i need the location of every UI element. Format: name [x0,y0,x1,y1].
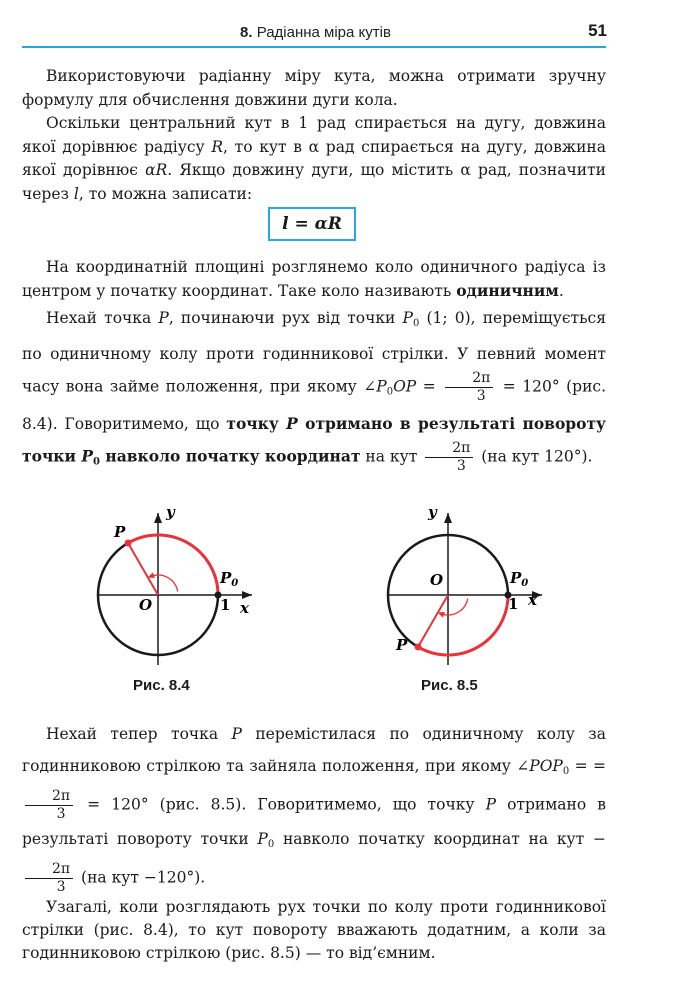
subscript: 0 [267,839,275,850]
point-P [415,643,422,650]
minus-sign: − [593,830,606,848]
text-span: , то кут в α рад спирається на дугу, довжина якої дорівнює [22,137,606,179]
text-block-unit-circle [22,256,606,477]
label-P0-sub: 0 [231,578,239,589]
subscript: 0 [386,386,394,398]
radius-OP [418,595,448,647]
fraction-denominator: 3 [456,457,466,474]
fraction-numerator: 2π [445,370,493,388]
var-P0: P [257,830,268,848]
text-span: , починаючи рух від точки [168,309,403,327]
label-O: O [139,596,153,614]
fraction-numerator: 2π [425,440,473,458]
label-P0-main: P [220,569,232,587]
label-x: x [528,591,537,609]
label-O: O [430,571,444,589]
text-span: , то можна записати: [78,184,253,203]
text-span: перемістилася по одиничному колу за годинниковою стрілкою та зайняла положення, при якому [22,725,606,775]
text-span: навколо початку координат на кут [274,830,593,848]
fraction-2pi-3 [425,440,473,475]
fraction-2pi-3 [25,861,73,896]
formula-box [268,207,356,241]
angle-expr: ∠POP [516,757,563,775]
paragraph-5 [22,718,606,896]
equals-value: = 120° [496,377,560,396]
fraction-2pi-3 [445,370,493,405]
label-y: y [166,503,175,521]
paragraph-1: Використовуючи радіанну міру кута, можна отримати зручну формулу для обчислення довжини дуги кола. [22,67,606,109]
figure-8-4 [80,495,270,675]
equals-value: = 120° [76,795,149,814]
x-axis-arrow [242,591,252,599]
section-title [240,24,391,41]
subscript: 0 [412,318,420,329]
paragraph-6: Узагалі, коли розглядають рух точки по колу проти годинникової стрілки (рис. 8.4), то кут повороту вважають додатним, а коли за годинниковою стрілкою (рис. 8.5) — то від’ємним. [22,898,606,962]
paragraph-3 [22,256,606,303]
text-span: (1; 0), переміщується по одиничному колу проти годинникової стрілки. У певний момент часу вона займе положення, при якому [22,309,606,396]
y-axis-arrow [444,513,452,523]
var-P: P [231,725,242,743]
section-number: 8. [240,24,253,41]
text-block-clockwise [22,718,606,965]
text-span: На координатній площині розглянемо коло одиничного радіуса із центром у початку координат. Таке коло називають [22,258,606,300]
text-span: (на кут 120°). [476,447,593,465]
subscript: 0 [93,456,100,467]
formula-arc-length: l = αR [282,214,342,234]
equals-sign: = [416,377,443,396]
label-1: 1 [508,595,519,613]
section-title-text: Радіанна міра кутів [256,24,391,41]
var-P: P [158,309,169,327]
fraction-denominator: 3 [476,388,486,404]
page-header [0,0,695,48]
var-P: P [485,795,497,814]
radius-OP [128,543,158,595]
text-span: (на кут −120°). [81,868,206,887]
subscript: 0 [562,766,570,777]
bold-text: навколо початку координат [100,446,361,465]
point-P [125,540,132,547]
var-R: R [211,137,224,156]
text-span: на кут [360,447,423,465]
paragraph-4 [22,303,606,477]
caption-fig-8-5: Рис. 8.5 [421,677,478,694]
var-P0: P [402,309,413,327]
text-span: (рис. 8.4). Говоритимемо, що [22,377,607,433]
figure-8-5 [370,495,560,675]
page-number: 51 [588,21,607,40]
angle-arrow-head [147,572,155,578]
caption-fig-8-4: Рис. 8.4 [133,677,190,694]
fraction-denominator: 3 [56,879,66,895]
var-P0-bold: P [81,446,94,465]
text-span: отримано в результаті повороту точки [22,795,606,848]
text-span: Нехай тепер точка [46,725,232,743]
var-P-bold: P [286,413,298,433]
equals-sign: = [569,757,593,775]
text-span: . Якщо довжину дуги, що містить α рад, позначити через [22,161,606,203]
label-P: P [114,523,126,541]
fraction-2pi-3 [25,788,73,823]
label-P0-sub: 0 [521,578,529,589]
label-P: P [396,636,408,654]
angle-expr-tail: OP [393,377,417,396]
label-x: x [240,599,249,617]
y-axis-arrow [154,513,162,523]
var-l: l [73,184,79,203]
text-span: (рис. 8.5). Говоритимемо, що точку [148,795,486,814]
var-alpha-R: αR [145,161,168,179]
label-1: 1 [220,596,231,614]
label-P0-main: P [510,569,522,587]
label-y: y [428,503,437,521]
bold-text: точку [226,413,287,433]
fraction-denominator: 3 [56,806,66,822]
angle-expr: ∠P [363,377,387,396]
text-span: Оскільки центральний кут в 1 рад спирається на дугу, довжина якої дорівнює радіусу [22,114,606,156]
text-block-intro [22,65,606,206]
fraction-numerator: 2π [25,861,73,879]
fraction-numerator: 2π [25,788,73,806]
bold-text: отримано в результаті повороту точки [22,413,606,465]
equals-sign-continued: = [593,757,606,775]
angle-arrow-head [437,612,445,618]
label-P0 [219,569,238,589]
text-span: Нехай точка [46,309,159,327]
header-rule [22,46,606,48]
paragraph-2 [22,112,606,206]
label-P0 [509,569,528,589]
term-unit-circle: одиничним [456,281,559,300]
text-span: . [558,282,564,300]
